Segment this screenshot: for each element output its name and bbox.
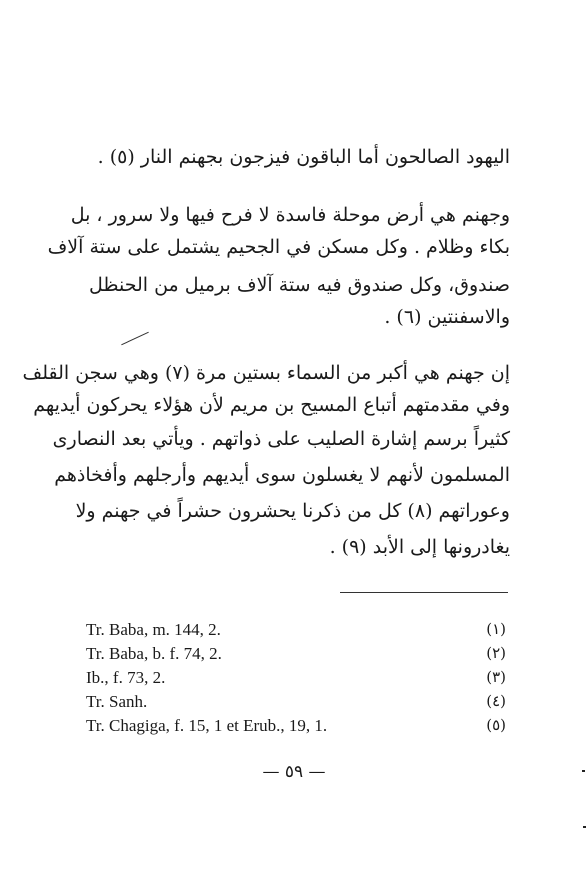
pencil-mark [121,332,149,346]
footnote [86,692,506,714]
body-line: بكاء وظلام . وكل مسكن في الجحيم يشتمل على ستة آلاف [47,236,510,258]
margin-speck [582,770,585,772]
footnote-number: (٢) [486,644,506,662]
footnote-text: Ib., f. 73, 2. [86,668,166,687]
body-line: كثيراً برسم إشارة الصليب على ذواتهم . ويأتي بعد النصارى [52,428,510,450]
body-line: والاسفنتين (٦) . [384,306,510,328]
body-line: المسلمون لأنهم لا يغسلون سوى أيديهم وأرجلهم وأفخاذهم [54,464,510,486]
footnote-number: (٣) [486,668,506,686]
footnote-text: Tr. Baba, b. f. 74, 2. [86,644,222,663]
footnote [86,668,506,690]
footnote-text: Tr. Baba, m. 144, 2. [86,620,221,639]
body-line: وجهنم هي أرض موحلة فاسدة لا فرح فيها ولا سرور ، بل [70,204,510,226]
footnote [86,716,506,738]
footnote-rule [340,592,508,593]
margin-speck [583,826,586,828]
footnote [86,644,506,666]
body-line: اليهود الصالحون أما الباقون فيزجون بجهنم النار (٥) . [97,146,510,168]
footnote-number: (٤) [486,692,506,710]
body-line: وعوراتهم (٨) كل من ذكرنا يحشرون حشراً في جهنم ولا [75,500,510,522]
footnote-text: Tr. Sanh. [86,692,148,711]
body-line: وفي مقدمتهم أتباع المسيح بن مريم لأن هؤلاء يحركون أيديهم [33,394,510,416]
footnote [86,620,506,642]
body-line: إن جهنم هي أكبر من السماء بستين مرة (٧) وهي سجن القلف [22,362,510,384]
footnote-number: (١) [486,620,506,638]
footnote-number: (٥) [486,716,506,734]
footnote-text: Tr. Chagiga, f. 15, 1 et Erub., 19, 1. [86,716,328,735]
body-line: يغادرونها إلى الأبد (٩) . [329,536,510,558]
page-number: — ٥٩ — [262,762,326,782]
body-line: صندوق، وكل صندوق فيه ستة آلاف برميل من الحنظل [89,274,510,296]
